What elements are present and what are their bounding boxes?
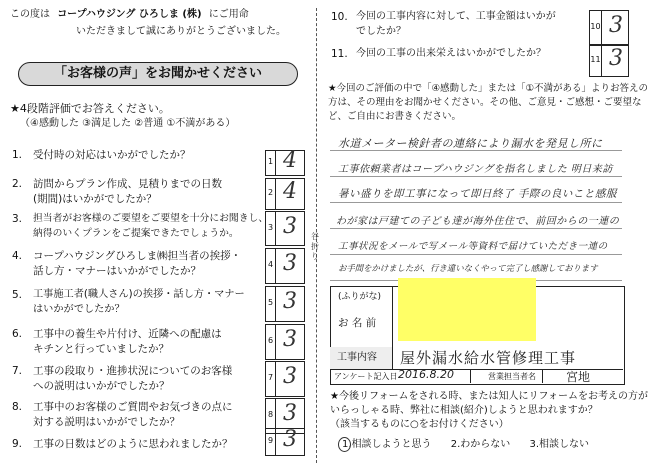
answer-box-divider [275,429,276,455]
question-number: 5. [12,289,23,301]
fold-label: 谷折り [311,232,319,261]
reform-line: （該当するものに○をお付けください） [330,419,509,430]
reform-line: ★今後リフォームをされる時、または知人にリフォームをお考えの方が [330,391,648,402]
question-text: はいかがでしたか？ [33,304,125,315]
answer-box-divider [275,287,276,321]
handwritten-score: 3 [283,213,297,239]
header-line1 [10,8,249,22]
company-name: コープハウジング ひろしま (株) [57,9,202,20]
handwritten-score: 3 [609,46,623,71]
question-number: 1. [12,149,23,161]
question-number: 11. [331,48,348,60]
question-cell-number: 6 [267,336,274,345]
answer-box[interactable] [265,428,305,456]
reform-option-1[interactable] [342,438,432,452]
answer-box[interactable] [589,10,629,45]
question-text: (期間)はいかがでしたか？ [33,193,157,205]
handwritten-score: 3 [609,12,623,38]
comment-rule [330,176,622,177]
rating-intro: ★4段階評価でお答えください。 [10,102,170,115]
question-text: 話し方・マナーはいかがでしたか？ [33,265,201,277]
question-text: キチンと行っていましたか？ [33,343,169,355]
comment-rule [330,254,622,255]
question-text: 納得のいくプランをご提案できたでしょうか。 [33,228,239,239]
question-number: 4. [12,250,23,262]
question-cell-number: 8 [267,410,274,419]
comment-rule [330,202,622,203]
question-number: 10. [331,11,348,23]
question-text: 工事の段取り・進捗状況についてのお客様 [33,365,233,377]
answer-box-divider [275,249,276,283]
answer-box-divider [601,46,602,76]
answer-box[interactable] [589,45,629,77]
staff-label: 営業担当者名 [488,372,536,381]
handwritten-score: 3 [283,327,297,352]
cell-divider [542,369,543,383]
handwritten-score: 3 [283,289,297,314]
comment-prompt [328,82,648,124]
question-number: 8. [12,401,23,413]
question-text: 対する説明はいかがでしたか？ [33,416,180,428]
answer-box[interactable] [265,324,305,360]
name-label: お 名 前 [338,317,377,329]
question-number: 2. [12,178,23,190]
answer-box[interactable] [265,211,305,246]
furigana-label: (ふりがな) [338,292,382,302]
question-text: 今回の工事の出来栄えはいかがでしたか？ [356,48,546,59]
comment-text: 工事状況をメールで写メール等資料で届けていただき一連の [338,241,608,252]
answer-box[interactable] [265,150,305,176]
question-cell-number: 1 [267,157,274,166]
comment-text: 暑い盛りを即工事になって即日終了 手際の良いこと感服 [338,188,617,200]
reform-option-2[interactable]: 2.わからない [450,439,511,450]
question-text: への説明はいかがでしたか？ [33,380,170,392]
answer-box-divider [275,362,276,396]
question-cell-number: 7 [267,373,274,382]
question-cell-number: 10 [590,21,601,31]
survey-title: 「お客様の声」をお聞かせください [18,62,298,86]
handwritten-score: 3 [283,251,297,276]
answer-box-divider [275,179,276,209]
question-number: 9. [12,438,23,450]
comment-text: わが家は戸建ての子ども達が海外住住で、前回からの一連の [336,216,620,227]
answer-box[interactable] [265,286,305,322]
comment-text: 工事依頼業者はコープハウジングを指名しました 明日来訪 [338,164,613,175]
reform-options [342,438,589,452]
question-text: 訪問からプラン作成、見積りまでの日数 [33,178,222,190]
question-text: 工事中のお客様のご質問やお気づきの点に [33,401,233,413]
question-cell-number: 3 [267,222,274,232]
staff-value: 宮地 [566,370,591,384]
comment-prompt-line: ★今回のご評価の中で「④感動した」または「①不満がある」よりお答えの [328,83,649,94]
header-line2: いただきまして誠にありがとうございました。 [76,26,286,37]
answer-box[interactable] [265,361,305,397]
name-redaction [398,278,536,341]
answer-box-divider [275,325,276,359]
header-pre: この度は [10,9,50,20]
answer-box[interactable] [265,178,305,210]
question-text: でしたか？ [356,26,406,37]
handwritten-score: 4 [283,179,297,204]
handwritten-score: 3 [283,364,297,389]
question-text: 担当者がお客様のご要望をご要望を十分にお聞きし、 [33,213,269,224]
reform-option-3[interactable]: 3.相談しない [529,439,590,450]
selected-circle-mark [338,437,351,452]
question-number: 7. [12,365,23,377]
question-cell-number: 4 [267,260,274,269]
reform-option-label: 1.相談しようと思う [342,439,432,450]
reform-line: いらっしゃる時、弊社に相談(紹介)しようと思われますか？ [330,405,598,416]
date-value: 2016.8.20 [398,368,454,381]
answer-box-divider [275,151,276,175]
answer-box-divider [275,212,276,245]
rating-scale: （④感動した ③満足した ②普通 ①不満がある） [20,118,236,129]
comment-text: お手間をかけましたが、行き違いなくやって完了し感謝しております [338,263,598,273]
comment-rule [330,228,622,229]
question-cell-number: 11 [590,55,601,64]
answer-box-divider [601,11,602,44]
comment-text: 水道メーター検針者の連絡により漏水を発見し所に [338,137,603,150]
answer-box[interactable] [265,248,305,284]
question-number: 3. [12,213,23,225]
comment-prompt-line: 方は、その理由をお聞かせください。その他、ご意見・ご感想・ご要望な [328,97,642,108]
comment-prompt-line: ど、ご自由にお書きください。 [328,111,462,122]
question-number: 6. [12,328,23,340]
question-cell-number: 2 [267,188,274,197]
work-value: 屋外漏水給水管修理工事 [400,349,577,367]
handwritten-score: 3 [283,427,297,452]
question-text: 工事の日数はどのように思われましたか？ [33,438,233,450]
work-label: 工事内容 [337,352,377,363]
question-text: 今回の工事内容に対して、工事金額はいかが [356,11,556,22]
reform-question [330,390,648,432]
handwritten-score: 3 [283,401,297,426]
question-cell-number: 9 [267,436,274,445]
header-post: にご用命 [208,9,249,20]
handwritten-score: 4 [283,148,297,173]
cell-divider [470,369,471,383]
date-label: アンケート記入日 [334,372,398,381]
question-text: 工事施工者(職人さん)の挨拶・話し方・マナー [33,289,245,300]
question-text: コープハウジングひろしま㈱担当者の挨拶・ [33,250,242,262]
question-cell-number: 5 [267,298,274,307]
question-text: 工事中の養生や片付け、近隣への配慮は [33,328,222,340]
question-text: 受付時の対応はいかがでしたか？ [33,149,191,161]
